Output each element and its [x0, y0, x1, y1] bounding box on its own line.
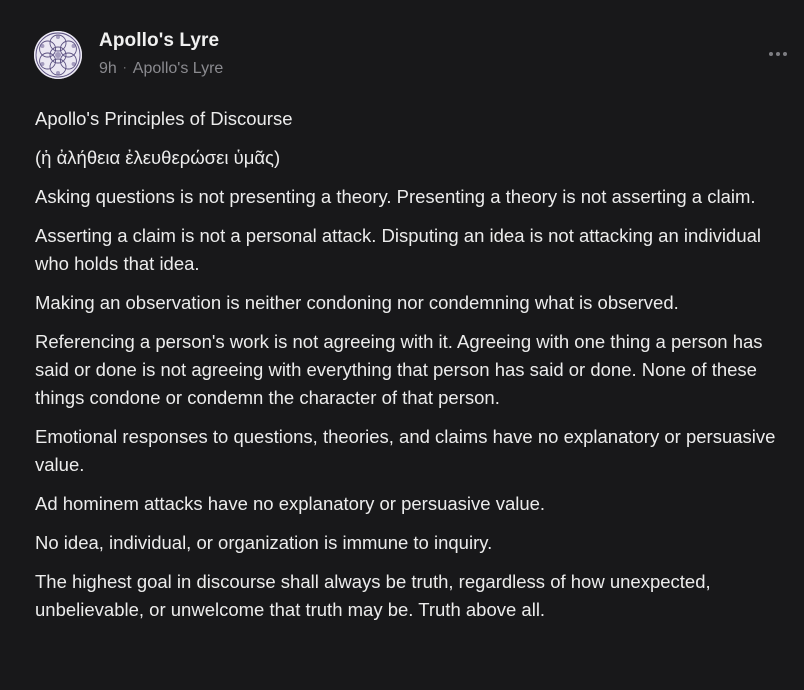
principle-paragraph: No idea, individual, or organization is immune to inquiry. — [35, 532, 493, 553]
principle-paragraph: Emotional responses to questions, theories, and claims have no explanatory or persuasive value. — [35, 426, 776, 475]
more-horizontal-icon — [783, 52, 787, 56]
post-time[interactable]: 9h — [99, 60, 117, 77]
more-horizontal-icon — [776, 52, 780, 56]
post-body — [35, 105, 795, 635]
author-avatar[interactable] — [34, 31, 82, 79]
principle-paragraph: Referencing a person's work is not agreeing with it. Agreeing with one thing a person has said or done is not agreeing with everything that person has said or done. None of these things condone or condemn the character of that person. — [35, 331, 763, 408]
principle-paragraph: Ad hominem attacks have no explanatory or persuasive value. — [35, 493, 546, 514]
principle-paragraph: Asking questions is not presenting a theory. Presenting a theory is not asserting a claim. — [35, 186, 756, 207]
greek-motto: (ἡ ἀλήθεια ἐλευθερώσει ὑμᾶς) — [35, 147, 281, 168]
more-horizontal-icon — [769, 52, 773, 56]
post-meta — [99, 60, 223, 78]
mandala-avatar-icon — [34, 31, 82, 79]
author-name[interactable]: Apollo's Lyre — [99, 30, 220, 51]
more-options-button[interactable] — [760, 40, 796, 68]
publication-name[interactable]: Apollo's Lyre — [132, 60, 224, 77]
principle-paragraph: Asserting a claim is not a personal attack. Disputing an idea is not attacking an individual who holds that idea. — [35, 225, 762, 274]
meta-separator: · — [122, 60, 127, 74]
principle-paragraph: Making an observation is neither condoning nor condemning what is observed. — [35, 292, 679, 313]
post-title-line: Apollo's Principles of Discourse — [35, 108, 293, 129]
principle-paragraph: The highest goal in discourse shall always be truth, regardless of how unexpected, unbelievable, or unwelcome that truth may be. Truth above all. — [35, 571, 711, 620]
